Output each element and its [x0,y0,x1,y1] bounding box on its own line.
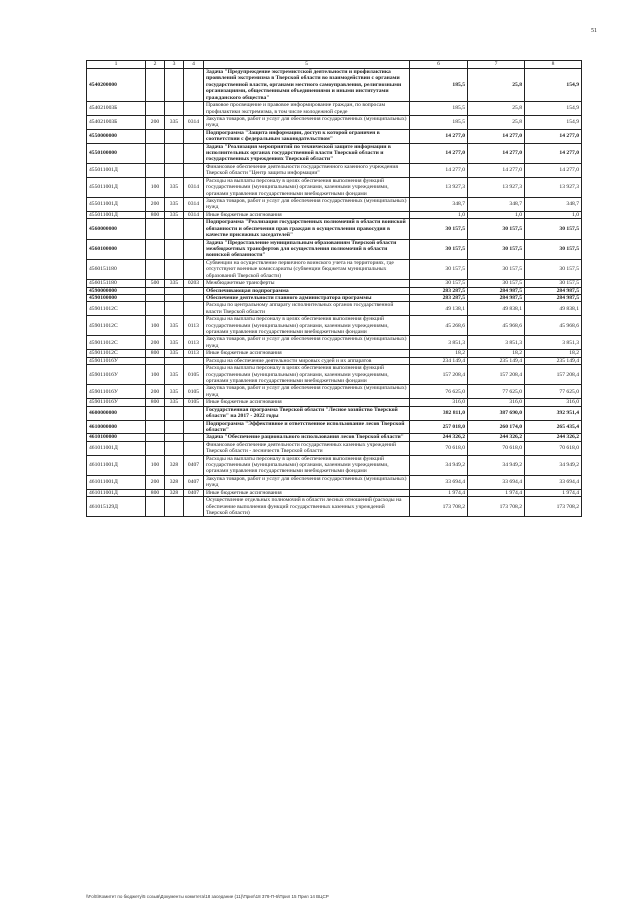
cell-code: 4550000000 [87,129,146,143]
cell-amount-2019: 14 277,0 [468,129,525,143]
cell-code: 455011001Д [87,177,146,197]
table-row [87,350,582,357]
cell-amount-2019: 348,7 [468,198,525,212]
header-cell: 5 [204,61,410,69]
cell-code: 461011001Д [87,455,146,475]
cell-description: Осуществление отдельных полномочий в области лесных отношений (расходы на обеспечение выполнения функций государственных казенных учреждений Тверской области) [204,497,410,517]
cell-amount-2018: 173 708,2 [410,497,468,517]
cell-expense-type: 200 [146,336,165,350]
cell-amount-2018: 1 974,4 [410,489,468,496]
cell-section [184,357,204,364]
cell-expense-type: 800 [146,211,165,218]
cell-expense-type: 200 [146,115,165,129]
cell-expense-type [146,129,165,143]
cell-amount-2019: 30 157,5 [468,219,525,239]
header-cell: 6 [410,61,468,69]
cell-amount-2019: 30 157,5 [468,280,525,287]
cell-amount-2020: 45 968,6 [525,316,582,336]
cell-amount-2018: 18,2 [410,350,468,357]
cell-department [165,129,184,143]
cell-description: Межбюджетные трансферты [204,280,410,287]
cell-description: Иные бюджетные ассигнования [204,489,410,496]
table-row [87,336,582,350]
cell-department [165,406,184,420]
table-row [87,302,582,316]
table-row [87,129,582,143]
cell-amount-2018: 30 157,5 [410,219,468,239]
cell-amount-2019: 1 974,4 [468,489,525,496]
cell-description: Иные бюджетные ассигнования [204,399,410,406]
table-row [87,385,582,399]
cell-expense-type [146,294,165,301]
cell-amount-2020: 1,0 [525,211,582,218]
page-number: 51 [591,28,597,34]
cell-description: Закупка товаров, работ и услуг для обеспечения государственных (муниципальных) нужд [204,115,410,129]
cell-amount-2018: 30 157,5 [410,239,468,259]
cell-amount-2020: 3 851,3 [525,336,582,350]
cell-amount-2020: 265 435,4 [525,420,582,434]
cell-amount-2019: 173 708,2 [468,497,525,517]
table-row [87,455,582,475]
cell-code: 4610100000 [87,434,146,441]
cell-code: 4540200000 [87,69,146,102]
cell-description: Правовое просвещение и правовое информирование граждан, по вопросам профилактики экстремизма, в том числе молодежной среде [204,102,410,116]
cell-department [165,163,184,177]
cell-amount-2018: 283 287,5 [410,294,468,301]
cell-amount-2019: 49 838,1 [468,302,525,316]
header-cell: 7 [468,61,525,69]
cell-department [165,102,184,116]
cell-department: 335 [165,211,184,218]
cell-expense-type [146,102,165,116]
cell-amount-2018: 185,5 [410,115,468,129]
table-row [87,316,582,336]
cell-amount-2019: 18,2 [468,350,525,357]
cell-amount-2020: 154,9 [525,69,582,102]
cell-department: 335 [165,350,184,357]
header-row [87,61,582,69]
cell-code: 4610000000 [87,420,146,434]
cell-amount-2019: 70 618,0 [468,441,525,455]
cell-amount-2018: 185,5 [410,69,468,102]
table-row [87,143,582,163]
cell-code: 4550100000 [87,143,146,163]
cell-section: 0407 [184,455,204,475]
cell-amount-2018: 13 927,3 [410,177,468,197]
table-row [87,441,582,455]
table-row [87,177,582,197]
table-row [87,497,582,517]
cell-department [165,302,184,316]
cell-section: 0203 [184,280,204,287]
cell-section: 0113 [184,336,204,350]
cell-department: 328 [165,455,184,475]
cell-code: 461011001Д [87,441,146,455]
header-cell: 4 [184,61,204,69]
cell-department: 335 [165,399,184,406]
cell-amount-2020: 30 157,5 [525,259,582,279]
cell-amount-2018: 234 149,4 [410,357,468,364]
cell-amount-2020: 235 149,4 [525,357,582,364]
table-row [87,406,582,420]
cell-section [184,434,204,441]
cell-section [184,497,204,517]
cell-expense-type [146,219,165,239]
cell-amount-2020: 70 618,0 [525,441,582,455]
cell-department: 335 [165,336,184,350]
cell-amount-2020: 14 277,0 [525,143,582,163]
cell-amount-2020: 30 157,5 [525,280,582,287]
cell-section: 0105 [184,385,204,399]
cell-expense-type [146,259,165,279]
cell-amount-2020: 392 951,4 [525,406,582,420]
cell-code: 461011001Д [87,489,146,496]
cell-description: Финансовое обеспечение деятельности государственных казенных учреждений Тверской области - лесничеств Тверской области [204,441,410,455]
cell-code: 4590100000 [87,294,146,301]
cell-amount-2018: 257 018,0 [410,420,468,434]
cell-description: Закупка товаров, работ и услуг для обеспечения государственных (муниципальных) нужд [204,336,410,350]
cell-description: Расходы на обеспечение деятельности мировых судей и их аппаратов [204,357,410,364]
cell-code: 459011012С [87,316,146,336]
table-row [87,219,582,239]
cell-amount-2020: 18,2 [525,350,582,357]
cell-amount-2018: 30 157,5 [410,280,468,287]
cell-description: Государственная программа Тверской области "Лесное хозяйство Тверской области" на 2017 - 2022 годы [204,406,410,420]
cell-section: 0113 [184,316,204,336]
table-row [87,475,582,489]
cell-section: 0407 [184,475,204,489]
cell-description: Закупка товаров, работ и услуг для обеспечения государственных (муниципальных) нужд [204,198,410,212]
cell-section [184,302,204,316]
cell-department: 335 [165,385,184,399]
cell-amount-2020: 284 987,5 [525,294,582,301]
cell-expense-type [146,163,165,177]
cell-department: 335 [165,115,184,129]
cell-amount-2020: 1 974,4 [525,489,582,496]
cell-code: 461011001Д [87,475,146,489]
cell-amount-2019: 45 968,6 [468,316,525,336]
cell-amount-2018: 1,0 [410,211,468,218]
cell-amount-2019: 235 149,4 [468,357,525,364]
cell-description: Расходы на выплаты персоналу в целях обеспечения выполнения функций государственными (муниципальными) органами, казенными учреждениями, органами управления государственными внебюджетными фондами [204,316,410,336]
cell-amount-2019: 34 949,2 [468,455,525,475]
cell-department: 335 [165,280,184,287]
cell-description: Иные бюджетные ассигнования [204,350,410,357]
cell-code: 461015129Д [87,497,146,517]
cell-amount-2018: 185,5 [410,102,468,116]
cell-amount-2019: 1,0 [468,211,525,218]
cell-amount-2018: 30 157,5 [410,259,468,279]
cell-expense-type [146,239,165,259]
cell-section: 0314 [184,115,204,129]
cell-department [165,143,184,163]
cell-department: 335 [165,198,184,212]
cell-section [184,239,204,259]
cell-amount-2020: 34 949,2 [525,455,582,475]
cell-section: 0105 [184,399,204,406]
table-row [87,420,582,434]
cell-section: 0314 [184,177,204,197]
cell-code: 459011012С [87,302,146,316]
cell-department: 328 [165,475,184,489]
cell-department [165,420,184,434]
cell-description: Обеспечение деятельности главного администратора программы [204,294,410,301]
cell-section [184,259,204,279]
header-cell: 3 [165,61,184,69]
cell-amount-2020: 49 838,1 [525,302,582,316]
cell-section: 0113 [184,350,204,357]
cell-expense-type: 800 [146,399,165,406]
cell-expense-type: 800 [146,489,165,496]
cell-amount-2019: 284 987,5 [468,287,525,294]
cell-description: Субвенции на осуществление первичного воинского учета на территориях, где отсутствуют военные комиссариаты (субвенции бюджетам муниципальных образований Тверской области) [204,259,410,279]
cell-amount-2020: 30 157,5 [525,239,582,259]
cell-code: 4590000000 [87,287,146,294]
cell-amount-2020: 348,7 [525,198,582,212]
table-row [87,69,582,102]
cell-code: 459011016У [87,399,146,406]
table-row [87,211,582,218]
cell-description: Расходы на выплаты персоналу в целях обеспечения выполнения функций государственными (муниципальными) органами, казенными учреждениями, органами управления государственными внебюджетными фондами [204,177,410,197]
cell-department [165,294,184,301]
cell-department [165,69,184,102]
table-row [87,365,582,385]
cell-section [184,441,204,455]
cell-amount-2018: 244 326,2 [410,434,468,441]
cell-amount-2018: 316,0 [410,399,468,406]
cell-description: Подпрограмма "Эффективное и ответственное использование лесов Тверской области" [204,420,410,434]
cell-expense-type [146,287,165,294]
cell-expense-type: 800 [146,350,165,357]
cell-amount-2019: 387 690,0 [468,406,525,420]
cell-section [184,129,204,143]
cell-department [165,219,184,239]
table-row [87,489,582,496]
cell-amount-2019: 244 326,2 [468,434,525,441]
cell-amount-2019: 25,8 [468,102,525,116]
cell-code: 455011001Д [87,211,146,218]
cell-code: 454021003Б [87,115,146,129]
table-row [87,399,582,406]
cell-section [184,163,204,177]
cell-department [165,239,184,259]
cell-amount-2019: 284 987,5 [468,294,525,301]
cell-amount-2018: 283 287,5 [410,287,468,294]
cell-amount-2019: 33 694,4 [468,475,525,489]
table-row [87,357,582,364]
table-row [87,259,582,279]
cell-amount-2018: 382 811,0 [410,406,468,420]
cell-department [165,259,184,279]
cell-amount-2018: 14 277,0 [410,143,468,163]
table-row [87,198,582,212]
cell-code: 4600000000 [87,406,146,420]
cell-code: 454021003Б [87,102,146,116]
cell-amount-2020: 77 625,0 [525,385,582,399]
cell-expense-type [146,441,165,455]
cell-amount-2019: 13 927,3 [468,177,525,197]
cell-expense-type [146,69,165,102]
cell-description: Задача "Предоставление муниципальным образованиям Тверской области межбюджетных трансфертов для осуществления полномочий в области воинской обязанности" [204,239,410,259]
cell-amount-2020: 33 694,4 [525,475,582,489]
cell-section: 0314 [184,198,204,212]
cell-amount-2020: 154,9 [525,102,582,116]
cell-section [184,143,204,163]
cell-description: Задача "Предупреждение экстремистской деятельности и профилактика проявлений экстремизма в Тверской области во взаимодействии с органами государственной власти, органами местного самоуправления, религиозными организациями, общественными объединениями и иными институтами гражданского общества" [204,69,410,102]
cell-amount-2019: 316,0 [468,399,525,406]
cell-amount-2020: 13 927,3 [525,177,582,197]
cell-expense-type [146,420,165,434]
cell-expense-type: 500 [146,280,165,287]
cell-section [184,219,204,239]
header-cell: 1 [87,61,146,69]
cell-amount-2018: 33 694,4 [410,475,468,489]
cell-expense-type [146,357,165,364]
cell-amount-2019: 157 208,4 [468,365,525,385]
cell-expense-type [146,434,165,441]
cell-code: 459011012С [87,350,146,357]
cell-amount-2020: 316,0 [525,399,582,406]
cell-expense-type [146,143,165,163]
table-row [87,287,582,294]
header-cell: 8 [525,61,582,69]
cell-description: Задача "Реализация мероприятий по технической защите информации в исполнительных органах государственной власти Тверской области и государственных учреждениях Тверской области" [204,143,410,163]
cell-amount-2019: 25,8 [468,115,525,129]
cell-expense-type: 200 [146,385,165,399]
cell-amount-2018: 76 625,0 [410,385,468,399]
cell-description: Задача "Обеспечение рационального использования лесов Тверской области" [204,434,410,441]
cell-code: 4560100000 [87,239,146,259]
cell-description: Расходы на выплаты персоналу в целях обеспечения выполнения функций государственными (муниципальными) органами, казенными учреждениями, органами управления государственными внебюджетными фондами [204,365,410,385]
cell-section: 0314 [184,211,204,218]
cell-description: Обеспечивающая подпрограмма [204,287,410,294]
cell-code: 459011012С [87,336,146,350]
cell-expense-type: 100 [146,316,165,336]
cell-amount-2019: 25,8 [468,69,525,102]
cell-amount-2020: 284 987,5 [525,287,582,294]
cell-amount-2018: 3 851,3 [410,336,468,350]
cell-amount-2018: 45 268,6 [410,316,468,336]
cell-expense-type [146,302,165,316]
cell-department [165,357,184,364]
table-row [87,294,582,301]
cell-section [184,294,204,301]
cell-amount-2019: 30 157,5 [468,239,525,259]
cell-department: 335 [165,177,184,197]
cell-expense-type [146,497,165,517]
cell-amount-2019: 260 174,0 [468,420,525,434]
cell-section: 0105 [184,365,204,385]
cell-amount-2018: 49 138,1 [410,302,468,316]
table-row [87,239,582,259]
header-cell: 2 [146,61,165,69]
cell-amount-2018: 70 618,0 [410,441,468,455]
cell-code: 459011016У [87,365,146,385]
cell-code: 459011016У [87,385,146,399]
cell-department [165,287,184,294]
cell-amount-2018: 14 277,0 [410,163,468,177]
cell-expense-type: 100 [146,455,165,475]
table-row [87,163,582,177]
cell-amount-2020: 30 157,5 [525,219,582,239]
cell-department: 328 [165,489,184,496]
cell-amount-2020: 173 708,2 [525,497,582,517]
cell-code: 4560000000 [87,219,146,239]
cell-section [184,420,204,434]
cell-amount-2018: 34 949,2 [410,455,468,475]
cell-section [184,406,204,420]
cell-description: Иные бюджетные ассигнования [204,211,410,218]
cell-description: Расходы по центральному аппарату исполнительных органов государственной власти Тверской области [204,302,410,316]
cell-code: 4560151180 [87,259,146,279]
cell-description: Подпрограмма "Защита информации, доступ к которой ограничен в соответствии с федеральным законодательством" [204,129,410,143]
cell-description: Закупка товаров, работ и услуг для обеспечения государственных (муниципальных) нужд [204,385,410,399]
cell-amount-2020: 157 208,4 [525,365,582,385]
cell-amount-2020: 154,9 [525,115,582,129]
cell-amount-2019: 77 625,0 [468,385,525,399]
cell-amount-2020: 244 326,2 [525,434,582,441]
budget-table [86,60,582,517]
cell-amount-2019: 14 277,0 [468,143,525,163]
cell-department [165,497,184,517]
cell-section [184,287,204,294]
cell-amount-2020: 14 277,0 [525,129,582,143]
cell-expense-type: 200 [146,475,165,489]
cell-amount-2018: 157 208,4 [410,365,468,385]
cell-section: 0407 [184,489,204,496]
table-row [87,115,582,129]
cell-amount-2019: 30 157,5 [468,259,525,279]
cell-section [184,102,204,116]
cell-code: 455011001Д [87,198,146,212]
footer-file-path: \\FolS\Комитет по бюджету\5 созыв\Документы комитета\18 заседание (11)\Прил\18 378-П-6\Прил 15 Прил 14 ВЦСР [86,894,329,899]
cell-amount-2020: 14 277,0 [525,163,582,177]
cell-expense-type: 200 [146,198,165,212]
table-row [87,102,582,116]
cell-expense-type: 100 [146,177,165,197]
cell-code: 459011016У [87,357,146,364]
cell-description: Финансовое обеспечение деятельности государственного казенного учреждения Тверской области "Центр защиты информации" [204,163,410,177]
table-row [87,434,582,441]
cell-description: Расходы на выплаты персоналу в целях обеспечения выполнения функций государственными (муниципальными) органами, казенными учреждениями, органами управления государственными внебюджетными фондами [204,455,410,475]
cell-amount-2018: 348,7 [410,198,468,212]
cell-department: 335 [165,365,184,385]
cell-department: 335 [165,316,184,336]
cell-department [165,434,184,441]
cell-amount-2019: 3 851,3 [468,336,525,350]
cell-amount-2019: 14 277,0 [468,163,525,177]
cell-expense-type [146,406,165,420]
table-row [87,280,582,287]
cell-code: 4560151180 [87,280,146,287]
cell-code: 455011001Д [87,163,146,177]
cell-department [165,441,184,455]
cell-section [184,69,204,102]
cell-expense-type: 100 [146,365,165,385]
cell-amount-2018: 14 277,0 [410,129,468,143]
cell-description: Подпрограмма "Реализация государственных полномочий в области воинской обязанности и обеспечения прав граждан в осуществлении правосудия в качестве присяжных заседателей" [204,219,410,239]
cell-description: Закупка товаров, работ и услуг для обеспечения государственных (муниципальных) нужд [204,475,410,489]
